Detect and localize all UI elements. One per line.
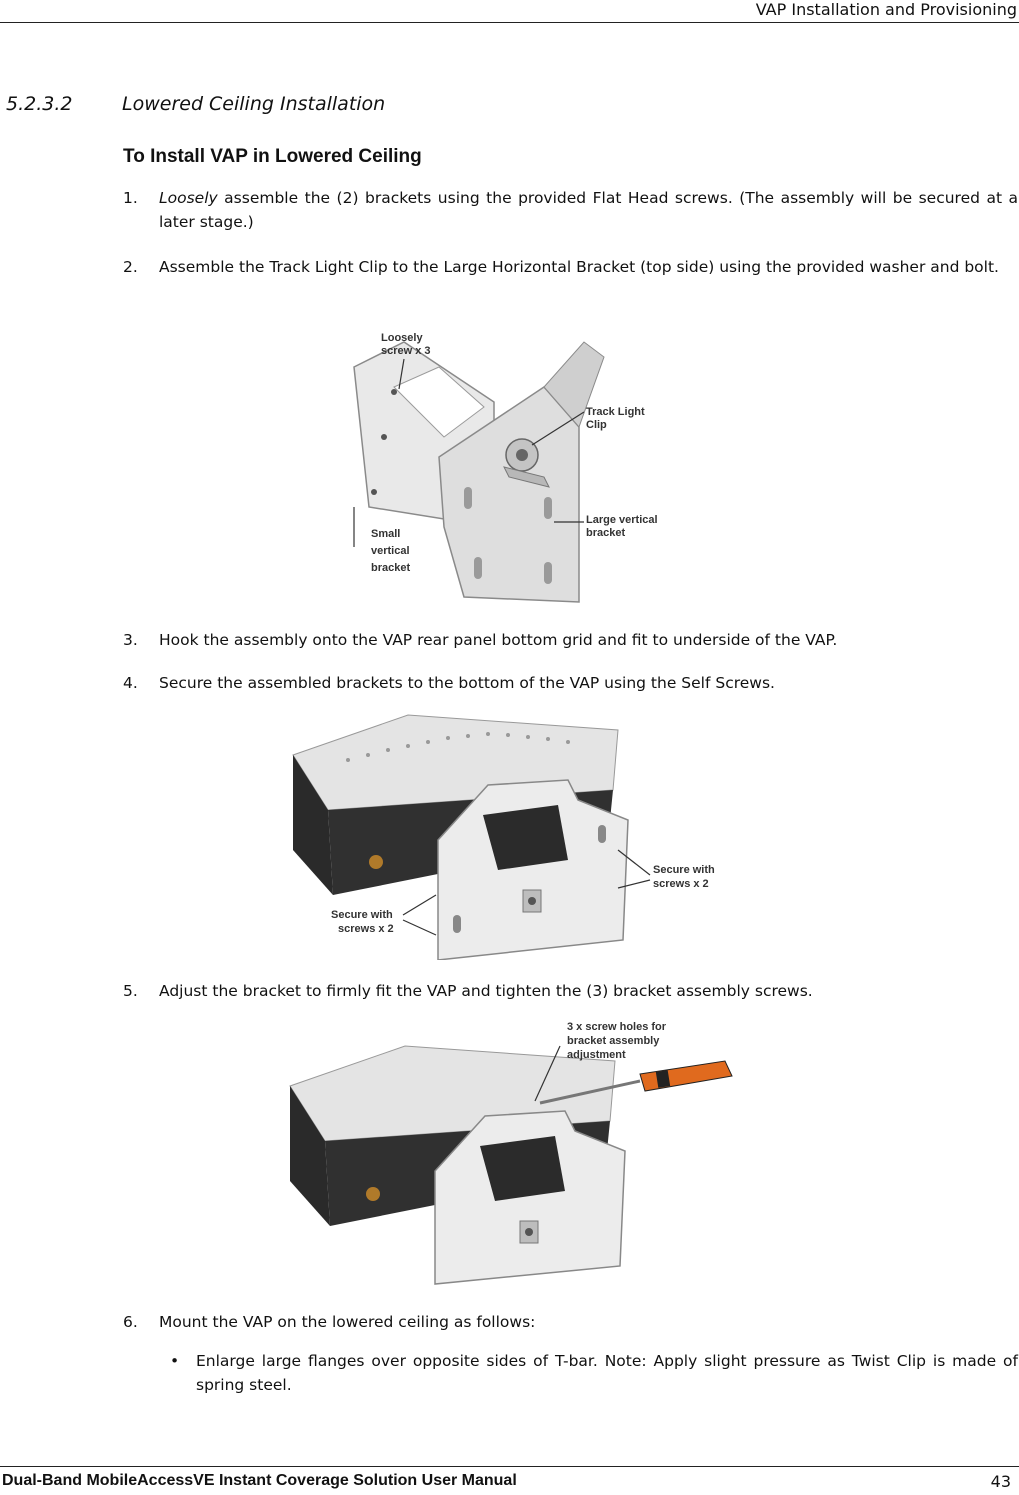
callout-screw-holes: 3 x screw holes for bbox=[567, 1021, 667, 1033]
callout-loosely: Loosely bbox=[381, 332, 423, 344]
step-number: 6. bbox=[123, 1313, 138, 1331]
section-title: Lowered Ceiling Installation bbox=[122, 93, 386, 115]
step-4 bbox=[123, 671, 1018, 695]
step-text: Secure the assembled brackets to the bottom of the VAP using the Self Screws. bbox=[159, 674, 775, 692]
figure-vap-bracket-secured bbox=[288, 710, 728, 960]
callout-screws-left: screws x 2 bbox=[338, 923, 394, 935]
step-5 bbox=[123, 979, 1018, 1003]
callout-vertical: vertical bbox=[371, 545, 410, 557]
callout-large-vertical: Large vertical bbox=[586, 514, 658, 526]
vap-bracket-image bbox=[288, 710, 728, 960]
step-number: 3. bbox=[123, 631, 138, 649]
figure-screwdriver-adjustment bbox=[285, 1016, 737, 1286]
step-text bbox=[159, 186, 1018, 234]
step-text-body: assemble the (2) brackets using the provided Flat Head screws. (The assembly will be secured at a later stage.) bbox=[159, 189, 1018, 231]
page-number: 43 bbox=[990, 1472, 1011, 1491]
callout-screw-x3: screw x 3 bbox=[381, 345, 431, 357]
step-number: 5. bbox=[123, 982, 138, 1000]
emphasis: Loosely bbox=[159, 189, 218, 207]
callout-bracket: bracket bbox=[586, 527, 626, 539]
manual-title: Dual-Band MobileAccessVE Instant Coverage Solution User Manual bbox=[2, 1472, 517, 1489]
page-footer bbox=[0, 1466, 1019, 1495]
bullet-item bbox=[170, 1349, 1018, 1397]
callout-track-light: Track Light bbox=[586, 406, 645, 418]
figure-bracket-assembly bbox=[344, 327, 676, 609]
procedure-title: To Install VAP in Lowered Ceiling bbox=[123, 146, 422, 167]
callout-bracket-assembly: bracket assembly bbox=[567, 1035, 660, 1047]
callout-clip: Clip bbox=[586, 419, 607, 431]
step-number: 2. bbox=[123, 258, 138, 276]
step-2 bbox=[123, 255, 1018, 279]
section-heading bbox=[6, 93, 386, 115]
callout-adjustment: adjustment bbox=[567, 1049, 626, 1061]
bullet-text: Enlarge large flanges over opposite sides of T-bar. Note: Apply slight pressure as Twist Clip is made of spring steel. bbox=[196, 1352, 1018, 1394]
callout-secure-right: Secure with bbox=[653, 864, 715, 876]
step-number: 1. bbox=[123, 189, 138, 207]
step-text: Assemble the Track Light Clip to the Large Horizontal Bracket (top side) using the provided washer and bolt. bbox=[159, 258, 999, 276]
section-number: 5.2.3.2 bbox=[6, 93, 73, 115]
bullet-symbol: • bbox=[170, 1352, 180, 1370]
step-3 bbox=[123, 628, 1018, 652]
page-header bbox=[0, 0, 1019, 23]
step-6 bbox=[123, 1310, 1018, 1334]
screwdriver-adjustment-image bbox=[285, 1016, 737, 1286]
callout-secure-left: Secure with bbox=[331, 909, 393, 921]
callout-screws-right: screws x 2 bbox=[653, 878, 709, 890]
step-text: Adjust the bracket to firmly fit the VAP and tighten the (3) bracket assembly screws. bbox=[159, 982, 813, 1000]
bracket-assembly-image bbox=[344, 327, 676, 609]
step-number: 4. bbox=[123, 674, 138, 692]
step-text: Mount the VAP on the lowered ceiling as follows: bbox=[159, 1313, 536, 1331]
running-title: VAP Installation and Provisioning bbox=[755, 0, 1017, 19]
callout-bracket-small: bracket bbox=[371, 562, 411, 574]
callout-small: Small bbox=[371, 528, 401, 540]
step-1 bbox=[123, 186, 1018, 234]
step-text: Hook the assembly onto the VAP rear panel bottom grid and fit to underside of the VAP. bbox=[159, 631, 838, 649]
